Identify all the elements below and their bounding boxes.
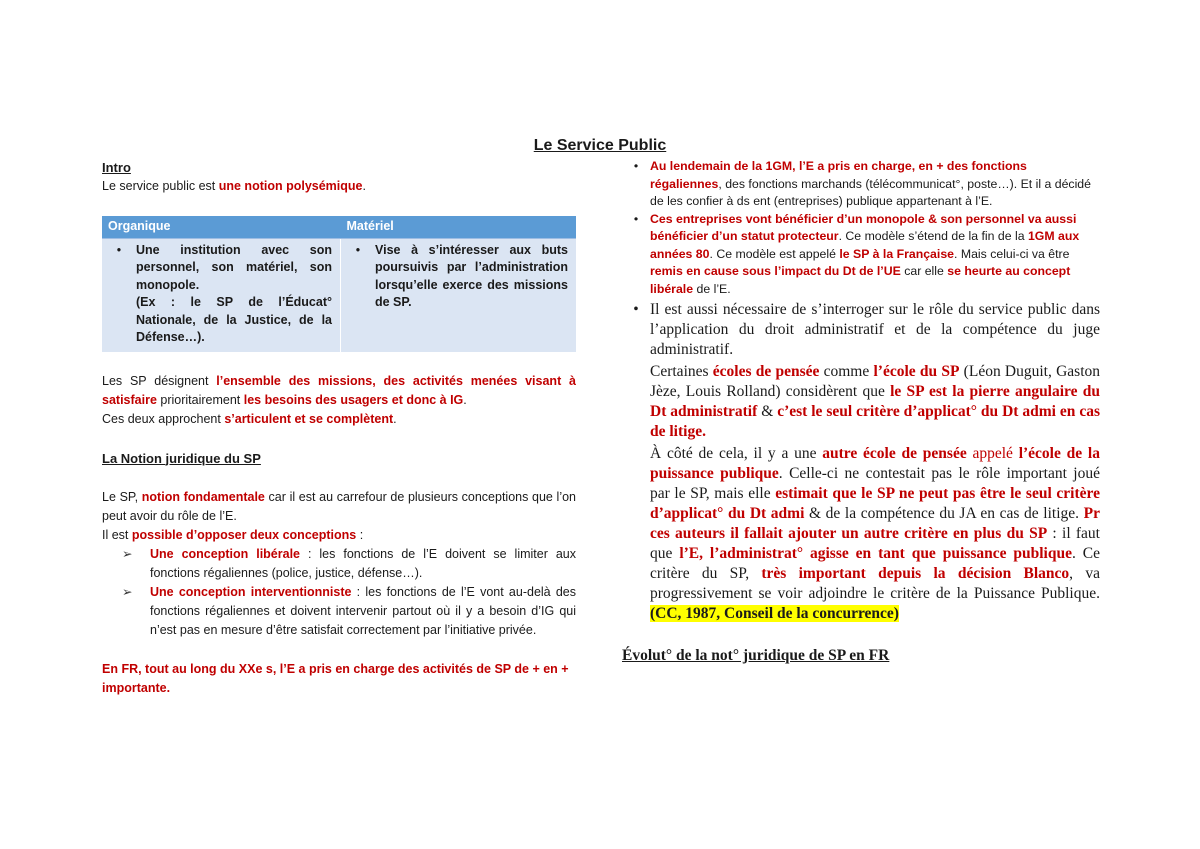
emphasis-run: très important depuis la décision Blanco (761, 565, 1070, 582)
text-run: prioritairement (156, 392, 244, 407)
table-header-materiel: Matériel (341, 216, 577, 238)
organique-materiel-table (102, 216, 576, 352)
emphasis-run: Une conception libérale (150, 546, 300, 561)
text-run: Il est (102, 527, 132, 542)
cell-text: Une institution avec son personnel, son matériel, son monopole. (136, 242, 332, 292)
text-run: À côté de cela, il y a une (650, 445, 823, 462)
text-run: Les SP désignent (102, 373, 217, 388)
emphasis-run: autre école de pensée (822, 445, 967, 462)
text-run: car elle (900, 264, 948, 278)
bullet-icon: • (116, 242, 122, 257)
puissance-publique-paragraph (650, 444, 1100, 624)
definition-paragraph (102, 372, 576, 410)
emphasis-run: estimait que le SP ne peut pas être le seul critère d’applicat° du Dt admi (650, 485, 1100, 522)
list-item-interventionniste (122, 583, 576, 640)
text-run: . Ce modèle s’étend de la fin de la (838, 229, 1028, 243)
text-run: appelé (966, 445, 1019, 462)
emphasis-run: les besoins des usagers et donc à IG (243, 392, 464, 407)
cell-text: Vise à s’intéresser aux buts poursuivis par l’administration lorsqu’elle exerce des missions de SP. (375, 242, 568, 309)
emphasis-run: Pr ces auteurs il fallait ajouter un autre critère en plus du SP (650, 505, 1100, 542)
bullet-icon: • (633, 211, 639, 226)
emphasis-run: Au lendemain de la 1GM, l’E a pris en charge, en + des fonctions régaliennes (650, 159, 1027, 191)
emphasis-run: une notion polysémique (218, 179, 363, 193)
emphasis-run: le SP à la Française (839, 246, 954, 261)
text-run: Il est aussi nécessaire de s’interroger sur le rôle du service public dans l’application du droit administratif et de la compétence du juge administratif. (650, 301, 1100, 358)
emphasis-run: Une conception interventionniste (150, 584, 352, 599)
right-column (622, 158, 1100, 666)
intro-paragraph (102, 177, 576, 196)
text-run: de l’E. (693, 281, 731, 296)
bullet-icon: • (633, 159, 639, 173)
emphasis-run: l’E, l’administrat° agisse en tant que puissance publique (679, 545, 1072, 562)
text-run: . (393, 411, 397, 426)
text-run: Certaines (650, 363, 713, 380)
list-item-role (622, 300, 1100, 360)
text-run: : (356, 527, 364, 542)
text-run: comme (819, 363, 874, 380)
table-header-organique: Organique (102, 216, 341, 238)
text-run: Le SP, (102, 489, 142, 504)
approaches-paragraph (102, 410, 576, 429)
emphasis-run: s’articulent et se complètent (224, 411, 394, 426)
ecole-sp-paragraph (650, 362, 1100, 442)
text-run: . Mais celui-ci va être (954, 246, 1070, 261)
text-run: : les fonctions de l’E vont au-delà des fonctions régaliennes et doivent intervenir partout où il y a besoin d’IG qui n’est pas en mesure d’être satisfait correctement par l’initiative privée. (150, 584, 577, 637)
text-run: . (463, 392, 467, 407)
intro-heading: Intro (102, 160, 131, 175)
list-item-monopole (622, 211, 1100, 299)
highlighted-citation: (CC, 1987, Conseil de la concurrence) (650, 605, 899, 622)
text-run: : les fonctions de l’E doivent se limiter aux fonctions régaliennes (police, justice, défense…). (150, 546, 576, 580)
emphasis-run: c’est le seul critère d’applicat° du Dt admi en cas de litige. (650, 403, 1101, 440)
opposition-paragraph (102, 526, 576, 545)
text-run: . Ce modèle est appelé (709, 246, 840, 261)
cell-text: (Ex : le SP de l’Éducat° Nationale, de la Justice, de la Défense…). (136, 295, 332, 344)
evolution-heading: Évolut° de la not° juridique de SP en FR (622, 647, 890, 664)
emphasis-run: l’ensemble des missions, des activités menées visant à satisfaire (102, 373, 576, 407)
text-run: . (362, 179, 366, 193)
emphasis-run: Ces entreprises vont bénéficier d’un monopole & son personnel va aussi bénéficier d’un statut protecteur (650, 211, 1077, 243)
text-run: , des fonctions marchands (télécommunicat°, poste…). Et il a décidé de les confier à ds ent (entreprises) publique appartenant à l’E. (650, 176, 1091, 208)
text-run: : il faut que (650, 525, 1100, 562)
text-run: . Celle-ci ne contestait pas le rôle important joué par le SP, mais elle (650, 465, 1100, 502)
arrow-bullet-icon: ➢ (122, 546, 133, 561)
text-run: Ces deux approchent (102, 411, 225, 426)
emphasis-run: 1GM aux années 80 (650, 229, 1080, 261)
conclusion-paragraph: En FR, tout au long du XXe s, l’E a pris en charge des activités de SP de + en + importante. (102, 661, 569, 695)
arrow-bullet-icon: ➢ (122, 584, 133, 599)
text-run: & de la compétence du JA en cas de litige. (804, 505, 1084, 522)
list-item-liberale (122, 545, 576, 583)
emphasis-run: écoles de pensée (712, 363, 820, 380)
left-column (102, 158, 576, 698)
notion-heading: La Notion juridique du SP (102, 450, 261, 466)
emphasis-run: l’école de la puissance publique (650, 445, 1100, 482)
emphasis-run: possible d’opposer deux conceptions (131, 527, 357, 542)
emphasis-run: notion fondamentale (141, 489, 265, 504)
text-run: Le service public est (102, 179, 219, 193)
text-run: (Léon Duguit, Gaston Jèze, Louis Rolland) considèrent que (650, 363, 1101, 400)
emphasis-run: le SP est la pierre angulaire du Dt administratif (650, 383, 1100, 420)
text-run: & (757, 403, 778, 420)
emphasis-run: se heurte au concept libérale (650, 264, 1071, 296)
text-run: . Ce critère du SP, (650, 545, 1101, 582)
text-run: , va progressivement se voir adjoindre le critère de la Puissance Publique. (650, 565, 1100, 602)
bullet-icon: • (633, 301, 639, 318)
emphasis-run: l’école du SP (873, 363, 960, 380)
table-cell-organique (102, 238, 341, 352)
list-item-1gm (622, 158, 1100, 211)
text-run: car il est au carrefour de plusieurs conceptions que l’on peut avoir du rôle de l’E. (102, 489, 576, 523)
table-cell-materiel (341, 238, 577, 352)
emphasis-run: remis en cause sous l’impact du Dt de l’UE (650, 264, 901, 278)
page-title: Le Service Public (533, 137, 667, 154)
notion-paragraph (102, 488, 576, 526)
bullet-icon: • (355, 242, 361, 257)
